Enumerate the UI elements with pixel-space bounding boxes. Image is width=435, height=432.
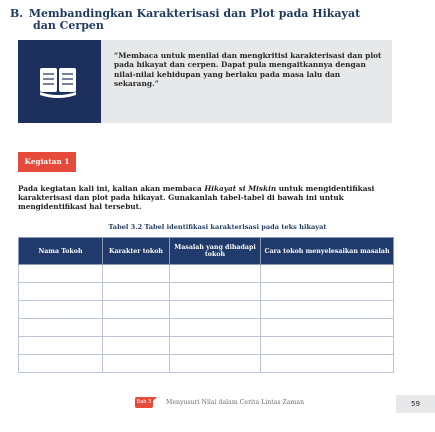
table-cell[interactable] [170,337,261,355]
table-cell[interactable] [19,337,103,355]
table-cell[interactable] [261,301,394,319]
header-nama-tokoh: Nama Tokoh [19,238,103,265]
section-title-line1: Membandingkan Karakterisasi dan Plot pada Hikayat [28,7,361,20]
objective-icon-tile [18,40,101,123]
table-row [19,337,394,355]
table-cell[interactable] [261,283,394,301]
instruction-text-before: Pada kegiatan kali ini, kalian akan membaca [18,184,205,193]
table-cell[interactable] [103,337,170,355]
chapter-tag: Bab 3 [135,397,153,408]
book-icon [38,64,78,98]
table-cell[interactable] [261,337,394,355]
table-body [19,265,394,373]
learning-objective-box [18,40,392,123]
table-cell[interactable] [170,301,261,319]
table-cell[interactable] [170,319,261,337]
header-karakter-tokoh: Karakter tokoh [103,238,170,265]
table-cell[interactable] [103,355,170,373]
footer-chapter-title: Menyusuri Nilai dalam Cerita Lintas Zaman [166,399,305,406]
activity-label: Kegiatan 1 [18,152,76,172]
header-cara-menyelesaikan: Cara tokoh menyelesaikan masalah [261,238,394,265]
section-title-line2: dan Cerpen [33,19,104,32]
header-masalah: Masalah yang dihadapi tokoh [170,238,261,265]
table-cell[interactable] [103,265,170,283]
section-number: B. [10,7,24,20]
page-number: 59 [396,395,435,413]
instruction-paragraph [18,184,393,212]
table-header-row [19,238,394,265]
table-row [19,301,394,319]
table-cell[interactable] [19,283,103,301]
objective-text: “Membaca untuk menilai dan mengkritisi karakterisasi dan plot pada hikayat dan cerpen. Dapat pula mengaitkannya dengan nilai-nilai kehidupan yang berlaku pada masa lalu dan sekarang.” [114,51,382,89]
chapter-tag-corner [151,397,157,403]
table-cell[interactable] [19,319,103,337]
table-cell[interactable] [19,301,103,319]
table-cell[interactable] [19,355,103,373]
table-cell[interactable] [103,319,170,337]
table-cell[interactable] [261,319,394,337]
table-cell[interactable] [103,301,170,319]
table-cell[interactable] [103,283,170,301]
table-cell[interactable] [170,265,261,283]
section-heading [10,8,390,32]
table-row [19,355,394,373]
table-caption: Tabel 3.2 Tabel identifikasi karakterisasi pada teks hikayat [108,223,327,231]
table-row [19,265,394,283]
table-cell[interactable] [19,265,103,283]
table-row [19,283,394,301]
table-cell[interactable] [170,355,261,373]
table-cell[interactable] [261,355,394,373]
instruction-text-after: untuk mengidentifikasi karakterisasi dan plot pada hikayat. Gunakanlah tabel-tabel di bawah ini untuk mengidentifikasi hal tersebut. [18,184,375,212]
table-cell[interactable] [170,283,261,301]
table-row [19,319,394,337]
identification-table [18,237,394,373]
table-cell[interactable] [261,265,394,283]
hikayat-title: Hikayat si Miskin [204,184,277,193]
